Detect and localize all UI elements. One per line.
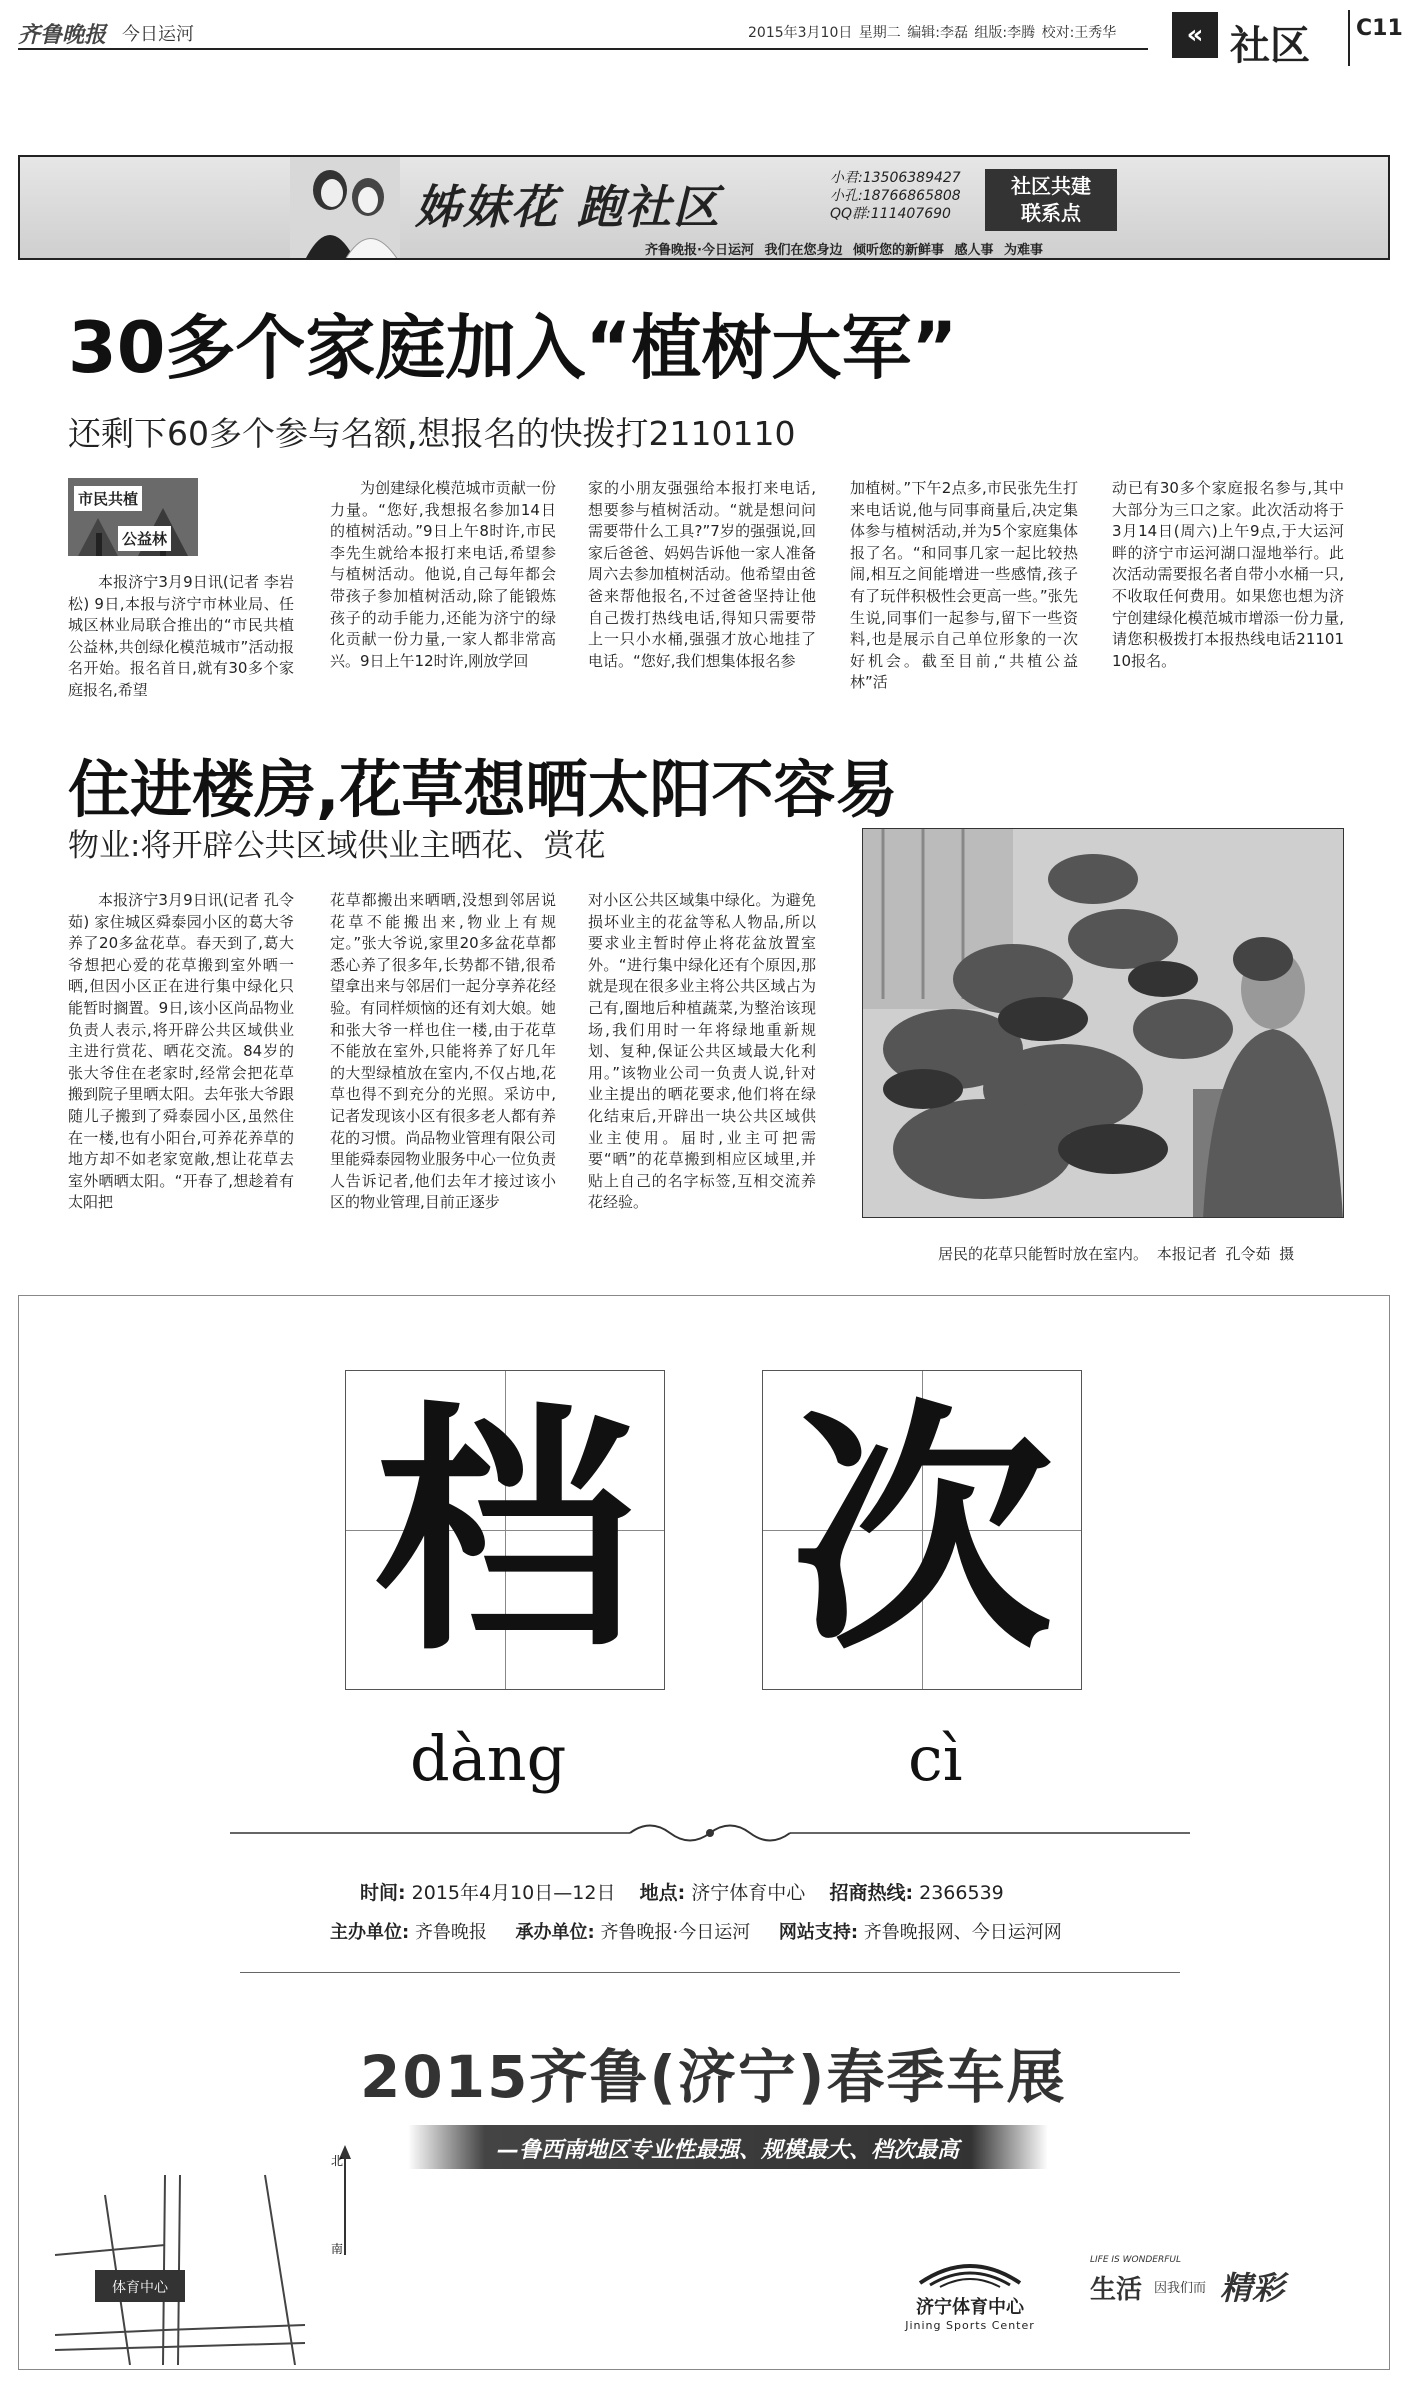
article2-column-1: 本报济宁3月9日讯(记者 孔令茹) 家住城区舜泰园小区的葛大爷养了20多盆花草。春天到了,葛大爷想把心爱的花草搬到室外晒一晒,但因小区正在进行集中绿化只能暂时搁置。9日,该小区尚品物业负责人表示,将开辟公共区域供业主进行赏花、晒花交流。84岁的张大爷住在老家时,经常会把花草搬到院子里晒太阳。去年张大爷跟随儿子搬到了舜泰园小区,虽然住在一楼,也有小阳台,可养花养草的地方却不如老家宽敞,想让花草去室外晒晒太阳。“开春了,想趁着有太阳把 xyxy=(68,891,294,1212)
life-brand: 精彩 xyxy=(1220,2269,1285,2307)
liaison-box xyxy=(985,169,1117,231)
ad-character: 次 xyxy=(791,1377,1053,1685)
newspaper-brand: 齐鲁晚报 xyxy=(18,22,107,48)
info-value: 齐鲁晚报网、今日运河网 xyxy=(863,1922,1062,1943)
info-label: 网站支持: xyxy=(778,1922,859,1943)
article1-column-1: 本报济宁3月9日讯(记者 李岩松) 9日,本报与济宁市林业局、任城区林业局联合推出的“市民共植公益林,共创绿化模范城市”活动报名开始。报名首日,就有30多个家庭报名,希望 xyxy=(68,573,294,699)
page-number: C11 xyxy=(1356,16,1403,41)
indoor-plants-photo xyxy=(862,828,1344,1218)
venue-name-cn: 济宁体育中心 xyxy=(916,2297,1024,2318)
article1-subhead: 还剩下60多个参与名额,想报名的快拨打2110110 xyxy=(68,414,796,453)
contact-line: QQ群:111407690 xyxy=(830,206,951,222)
article1-headline: 30多个家庭加入“植树大军” xyxy=(68,307,958,389)
pinyin-2: cì xyxy=(908,1722,963,1795)
article2-column-2: 花草都搬出来晒晒,没想到邻居说花草不能搬出来,物业上有规定。”张大爷说,家里20多盆花草都悉心养了很多年,长势都不错,很希望拿出来与邻居们一起分享养花经验。有同样烦恼的还有刘大娘。她和张大爷一样也住一楼,由于花草不能放在室外,只能将养了好几年的大型绿植放在室内,不仅占地,花草也得不到充分的光照。采访中,记者发现该小区有很多老人都有养花的习惯。尚品物业管理有限公司里能舜泰园物业服务中心一位负责人告诉记者,他们去年才接过该小区的物业管理,目前正逐步 xyxy=(330,891,556,1212)
character-grid-2 xyxy=(762,1370,1082,1690)
header-rule xyxy=(18,48,1148,50)
character-grid-1 xyxy=(345,1370,665,1690)
info-value: 2366539 xyxy=(919,1882,1004,1904)
contact-line: 小君:13506389427 xyxy=(830,170,961,186)
section-chevron-icon: « xyxy=(1172,12,1218,58)
liaison-line: 联系点 xyxy=(1021,201,1081,225)
ad-info-line-2 xyxy=(330,1918,1062,1944)
venue-map xyxy=(45,2135,365,2365)
banner-contacts xyxy=(830,169,961,223)
contact-line: 小孔:18766865808 xyxy=(830,188,961,204)
column-banner xyxy=(18,155,1390,260)
life-slogan-logo xyxy=(1090,2255,1320,2315)
ad-character: 档 xyxy=(374,1377,636,1685)
info-label: 地点: xyxy=(639,1882,686,1904)
info-label: 主办单位: xyxy=(330,1922,410,1943)
banner-slogan: 姊妹花 跑社区 xyxy=(415,180,722,234)
info-label: 承办单位: xyxy=(515,1922,595,1943)
auto-show-title: 2015齐鲁(济宁)春季车展 xyxy=(360,2043,1067,2111)
auto-show-slogan: —鲁西南地区专业性最强、规模最大、档次最高 xyxy=(496,2138,959,2163)
map-north-label: 北 xyxy=(331,2154,344,2168)
article1-column-4: 加植树。”下午2点多,市民张先生打来电话说,他与同事商量后,决定集体参与植树活动,并为5个家庭集体报了名。“和同事几家一起比较热闹,相互之间能增进一些感情,孩子有了玩伴积极性会更高一些。”张先生说,同事们一起参与,留下一些资料,也是展示自己单位形象的一次好机会。截至目前,“共植公益林”活 xyxy=(850,479,1078,692)
info-value: 齐鲁晚报 xyxy=(414,1922,487,1943)
two-women-photo xyxy=(290,155,400,260)
life-word: 生活 xyxy=(1090,2275,1143,2305)
ornament-divider-icon xyxy=(230,1818,1190,1848)
info-value: 济宁体育中心 xyxy=(691,1882,806,1904)
plants-photo-image xyxy=(863,829,1344,1218)
pinyin-1: dàng xyxy=(410,1722,567,1795)
map-venue-label: 体育中心 xyxy=(112,2280,168,2296)
stadium-logo-icon xyxy=(915,2255,1025,2289)
ad-separator xyxy=(240,1972,1180,1973)
article1-column-2: 为创建绿化模范城市贡献一份力量。“您好,我想报名参加14日的植树活动。”9日上午8时许,市民李先生就给本报打来电话,希望参与植树活动。他说,自己每年都会带孩子参加植树活动,除了能锻炼孩子的动手能力,还能为济宁的绿化贡献一份力量,一家人都非常高兴。9日上午12时许,刚放学回 xyxy=(330,479,556,670)
life-side-text: 因我们而 xyxy=(1154,2281,1207,2296)
article1-column-5: 动已有30多个家庭报名参与,其中大部分为三口之家。此次活动将于3月14日(周六)上午9点,于大运河畔的济宁市运河湖口湿地举行。此次活动需要报名者自带小水桶一只,不收取任何费用。如果您也想为济宁创建绿化模范城市增添一份力量,请您积极拨打本报热线电话2110110报名。 xyxy=(1112,479,1344,670)
badge-label: 市民共植 xyxy=(74,486,142,511)
info-value: 2015年4月10日—12日 xyxy=(411,1882,616,1904)
info-value: 齐鲁晚报·今日运河 xyxy=(600,1922,751,1943)
banner-tagline: 齐鲁晚报·今日运河 我们在您身边 倾听您的新鲜事 感人事 为难事 xyxy=(645,243,1044,258)
venue-name-en: Jining Sports Center xyxy=(905,2319,1035,2332)
article2-subhead: 物业:将开辟公共区域供业主晒花、赏花 xyxy=(68,828,606,864)
article2-headline: 住进楼房,花草想晒太阳不容易 xyxy=(68,753,898,826)
info-label: 时间: xyxy=(360,1882,406,1904)
article1-column-3: 家的小朋友强强给本报打来电话,想要参与植树活动。“就是想问问需要带什么工具?”7岁的强强说,回家后爸爸、妈妈告诉他一家人准备周六去参加植树活动。他希望由爸爸来帮他报名,不过爸爸坚持让他自己拨打热线电话,得知只需要带上一只小水桶,强强才放心地挂了电话。“您好,我们想集体报名参 xyxy=(588,479,816,670)
photo-caption: 居民的花草只能暂时放在室内。 本报记者 孔令茹 摄 xyxy=(938,1245,1295,1263)
section-title: 社区 xyxy=(1230,23,1310,69)
liaison-line: 社区共建 xyxy=(1011,174,1091,198)
badge-label: 公益林 xyxy=(118,526,171,551)
page-header xyxy=(0,0,1409,70)
tree-planting-badge xyxy=(68,478,198,556)
map-south-label: 南 xyxy=(331,2242,344,2256)
article2-column-3: 对小区公共区域集中绿化。为避免损坏业主的花盆等私人物品,所以要求业主暂时停止将花盆放置室外。“进行集中绿化还有个原因,那就是现在很多业主将公共区域占为己有,圈地后种植蔬菜,为整治该现场,我们用时一年将绿地重新规划、复种,保证公共区域最大化利用。”该物业公司一负责人说,针对业主提出的晒花要求,他们将在绿化结束后,开辟出一块公共区域供业主使用。届时,业主可把需要“晒”的花草搬到相应区域里,并贴上自己的名字标签,互相交流养花经验。 xyxy=(588,891,816,1212)
jining-sports-center-logo xyxy=(895,2255,1045,2332)
issue-meta: 2015年3月10日 星期二 编辑:李磊 组版:李腾 校对:王秀华 xyxy=(748,25,1117,41)
info-label: 招商热线: xyxy=(829,1882,914,1904)
header-divider xyxy=(1348,10,1350,66)
life-english: LIFE IS WONDERFUL xyxy=(1090,2255,1181,2265)
channel-name: 今日运河 xyxy=(122,24,194,45)
ad-info-line-1 xyxy=(360,1878,1004,1905)
